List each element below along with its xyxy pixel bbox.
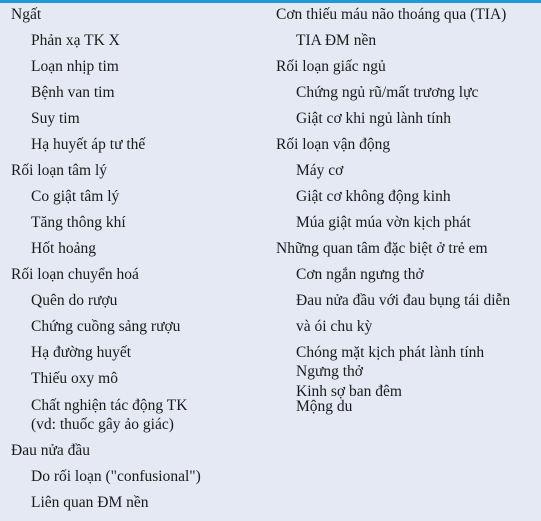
list-item: Chóng mặt kịch phát lành tính [296, 344, 485, 361]
list-item: Cơn ngắn ngưng thở [296, 266, 424, 283]
list-item: Đau nửa đầu [11, 442, 90, 459]
list-item: Máy cơ [296, 162, 344, 179]
list-item: Chứng ngủ rũ/mất trương lực [296, 84, 479, 101]
list-item: Rối loạn chuyển hoá [11, 266, 139, 283]
list-item: Giật cơ không động kinh [296, 188, 451, 205]
list-item: Ngất [11, 6, 42, 23]
list-item: Giật cơ khi ngủ lành tính [296, 110, 451, 127]
list-item: Mộng du [296, 398, 353, 415]
list-item: Liên quan ĐM nền [31, 494, 149, 511]
list-item: Rối loạn giấc ngủ [276, 58, 386, 75]
list-item: Hốt hoảng [31, 240, 97, 257]
list-item: Chứng cuồng sảng rượu [31, 318, 181, 335]
list-item: Do rối loạn ("confusional") [31, 468, 201, 485]
list-item: Đau nửa đầu với đau bụng tái diễn [296, 292, 511, 309]
list-item: Rối loạn tâm lý [11, 162, 108, 179]
list-item: Cơn thiếu máu não thoáng qua (TIA) [276, 6, 507, 23]
list-item: Quên do rượu [31, 292, 118, 309]
list-item: Phản xạ TK X [31, 32, 120, 49]
list-item: Co giật tâm lý [31, 188, 120, 205]
list-item: và ói chu kỳ [296, 318, 373, 335]
list-item: Thiếu oxy mô [31, 370, 118, 387]
list-item: Hạ đường huyết [31, 344, 132, 361]
list-item: (vd: thuốc gây ảo giác) [31, 416, 174, 433]
list-item: Hạ huyết áp tư thế [31, 136, 146, 153]
list-item: Suy tim [31, 110, 80, 127]
list-item: Bệnh van tim [31, 84, 115, 101]
top-rule [0, 0, 541, 3]
list-item: Loạn nhịp tim [31, 58, 119, 75]
list-item: Múa giật múa vờn kịch phát [296, 214, 471, 231]
list-item: Kinh sợ ban đêm [296, 383, 402, 400]
list-item: Ngưng thở [296, 363, 363, 380]
list-item: Những quan tâm đặc biệt ở trẻ em [276, 240, 488, 257]
list-item: Chất nghiện tác động TK [31, 397, 188, 414]
list-item: Rối loạn vận động [276, 136, 391, 153]
list-item: Tăng thông khí [31, 214, 126, 231]
list-item: TIA ĐM nền [296, 32, 377, 49]
